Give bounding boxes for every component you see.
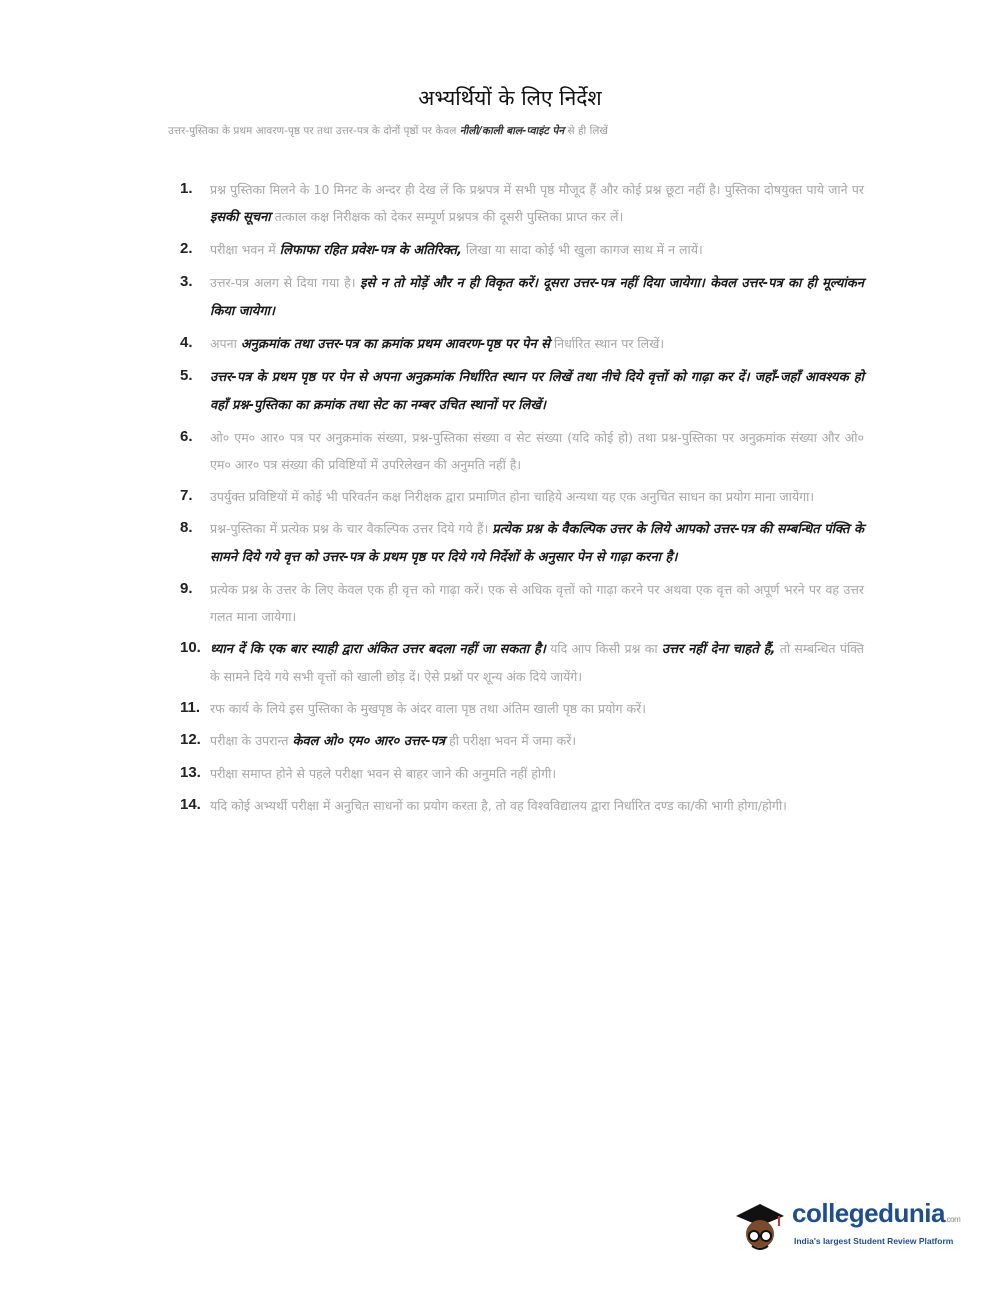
text-segment: निर्धारित स्थान पर लिखें। [549, 336, 665, 351]
item-number: 6. [180, 428, 193, 445]
text-segment: तो सम्बन्धित पंक्ति के सामने दिये गये सभी वृत्तों को खाली छोड़ दें। ऐसे प्रश्नों पर शून्य अंक दिये जायेंगे। [210, 641, 865, 684]
item-number: 10. [180, 639, 201, 656]
logo-tagline: India's largest Student Review Platform [794, 1236, 954, 1246]
text-segment: प्रश्न-पुस्तिका में प्रत्येक प्रश्न के चार वैकल्पिक उत्तर दिये गये हैं। [210, 521, 493, 536]
intro-instruction [168, 124, 868, 138]
text-segment: प्रत्येक प्रश्न के वैकल्पिक उत्तर के लिये आपको उत्तर-पत्र की सम्बन्धित पंक्ति के सामने दिये गये वृत्त को उत्तर-पत्र के प्रथम पृष्ठ पर दिये गये निर्देशों के अनुसार पेन से गाढ़ा करना है। [210, 522, 864, 565]
instruction-item [180, 792, 864, 819]
text-segment: लिखा या सादा कोई भी खुला कागज साथ में न लायें। [461, 242, 703, 257]
instruction-item [180, 269, 864, 325]
instruction-item [180, 176, 864, 231]
item-text [210, 330, 864, 358]
item-text [210, 483, 864, 510]
text-segment: अनुक्रमांक तथा उत्तर-पत्र का क्रमांक प्रथम आवरण-पृष्ठ पर पेन से [240, 337, 550, 352]
instruction-item [180, 635, 864, 690]
instruction-item [180, 363, 864, 419]
text-segment: ओ० एम० आर० पत्र पर अनुक्रमांक संख्या, प्रश्न-पुस्तिका संख्या व सेट संख्या (यदि कोई हो) तथा प्रश्न-पुस्तिका पर अनुक्रमांक संख्या और ओ० एम० आर० पत्र संख्या की प्रविष्टियों में उपरिलेखन की अनुमति नहीं है। [210, 430, 864, 472]
instruction-item [180, 424, 864, 478]
text-segment: परीक्षा समाप्त होने से पहले परीक्षा भवन से बाहर जाने की अनुमति नहीं होगी। [210, 766, 557, 781]
item-number: 2. [180, 240, 193, 257]
text-segment: ही परीक्षा भवन में जमा करें। [445, 733, 577, 748]
item-text [210, 515, 864, 571]
item-text [210, 576, 864, 630]
item-text [210, 792, 864, 819]
instruction-item [180, 515, 864, 571]
item-number: 8. [180, 519, 193, 536]
item-number: 4. [180, 334, 193, 351]
item-text [210, 424, 864, 478]
instruction-item [180, 330, 864, 358]
item-text [210, 760, 864, 787]
item-text [210, 176, 864, 231]
text-segment: तत्काल कक्ष निरीक्षक को देकर सम्पूर्ण प्रश्नपत्र की दूसरी पुस्तिका प्राप्त कर लें। [270, 209, 624, 224]
item-number: 9. [180, 580, 193, 597]
instruction-item [180, 576, 864, 630]
item-text [210, 727, 864, 755]
text-segment: परीक्षा भवन में [210, 242, 280, 257]
text-segment: ध्यान दें कि एक बार स्याही द्वारा अंकित उत्तर बदला नहीं जा सकता है। [210, 642, 546, 657]
text-segment: यदि आप किसी प्रश्न का [545, 641, 662, 656]
collegedunia-logo [730, 1192, 970, 1262]
instruction-item [180, 760, 864, 787]
item-text [210, 695, 864, 722]
item-text [210, 236, 864, 264]
text-segment: परीक्षा के उपरान्त [210, 733, 293, 748]
item-number: 7. [180, 487, 193, 504]
instruction-list [180, 176, 864, 824]
item-number: 11. [180, 699, 201, 716]
instruction-item [180, 483, 864, 510]
item-text [210, 269, 864, 325]
item-number: 14. [180, 796, 201, 813]
instruction-item [180, 695, 864, 722]
text-segment: इसे न तो मोड़ें और न ही विकृत करें। दूसरा उत्तर-पत्र नहीं दिया जायेगा। केवल उत्तर-पत्र का ही मूल्यांकन किया जायेगा। [210, 276, 864, 319]
intro-segment: उत्तर-पुस्तिका के प्रथम आवरण-पृष्ठ पर तथा उत्तर-पत्र के दोनों पृष्ठों पर केवल [168, 125, 460, 137]
text-segment: अपना [210, 336, 241, 351]
intro-segment: नीली/काली बाल-प्वाइंट पेन [459, 125, 565, 137]
text-segment: प्रत्येक प्रश्न के उत्तर के लिए केवल एक ही वृत्त को गाढ़ा करें। एक से अधिक वृत्तों को गाढ़ा करने पर अथवा एक वृत्त को अपूर्ण भरने पर वह उत्तर गलत माना जायेगा। [210, 582, 864, 624]
text-segment: रफ कार्य के लिये इस पुस्तिका के मुखपृष्ठ के अंदर वाला पृष्ठ तथा अंतिम खाली पृष्ठ का प्रयोग करें। [210, 701, 646, 716]
item-text [210, 635, 864, 690]
text-segment: उपर्युक्त प्रविष्टियों में कोई भी परिवर्तन कक्ष निरीक्षक द्वारा प्रमाणित होना चाहिये अन्यथा यह एक अनुचित साधन का प्रयोग माना जायेगा। [210, 489, 815, 504]
intro-segment: से ही लिखें [564, 125, 609, 137]
item-number: 13. [180, 764, 201, 781]
item-text [210, 363, 864, 419]
page-title: अभ्यर्थियों के लिए निर्देश [418, 86, 602, 110]
text-segment: उत्तर-पत्र के प्रथम पृष्ठ पर पेन से अपना अनुक्रमांक निर्धारित स्थान पर लिखें तथा नीचे दिये वृत्तों को गाढ़ा कर दें। जहाँ-जहाँ आवश्यक हो वहाँ प्रश्न-पुस्तिका का क्रमांक तथा सेट का नम्बर उचित स्थानों पर लिखें। [210, 370, 864, 413]
text-segment: प्रश्न पुस्तिका मिलने के 10 मिनट के अन्दर ही देख लें कि प्रश्नपत्र में सभी पृष्ठ मौजूद हैं और कोई प्रश्न छूटा नहीं है। पुस्तिका दोषयुक्त पाये जाने पर [210, 182, 864, 197]
text-segment: लिफाफा रहित प्रवेश-पत्र के अतिरिक्त, [279, 243, 462, 258]
text-segment: उत्तर-पत्र अलग से दिया गया है। [210, 275, 361, 290]
item-number: 1. [180, 180, 193, 197]
item-number: 5. [180, 367, 193, 384]
text-segment: इसकी सूचना [210, 210, 271, 225]
text-segment: केवल ओ० एम० आर० उत्तर-पत्र [292, 734, 446, 749]
text-segment: यदि कोई अभ्यर्थी परीक्षा में अनुचित साधनों का प्रयोग करता है, तो वह विश्वविद्यालय द्वारा निर्धारित दण्ड का/की भागी होगा/होगी। [210, 798, 787, 813]
instruction-item [180, 236, 864, 264]
text-segment: उत्तर नहीं देना चाहते हैं, [661, 642, 776, 657]
logo-wordmark: collegedunia.com [792, 1198, 961, 1228]
instruction-item [180, 727, 864, 755]
item-number: 12. [180, 731, 201, 748]
mascot-icon [730, 1192, 790, 1256]
item-number: 3. [180, 273, 193, 290]
